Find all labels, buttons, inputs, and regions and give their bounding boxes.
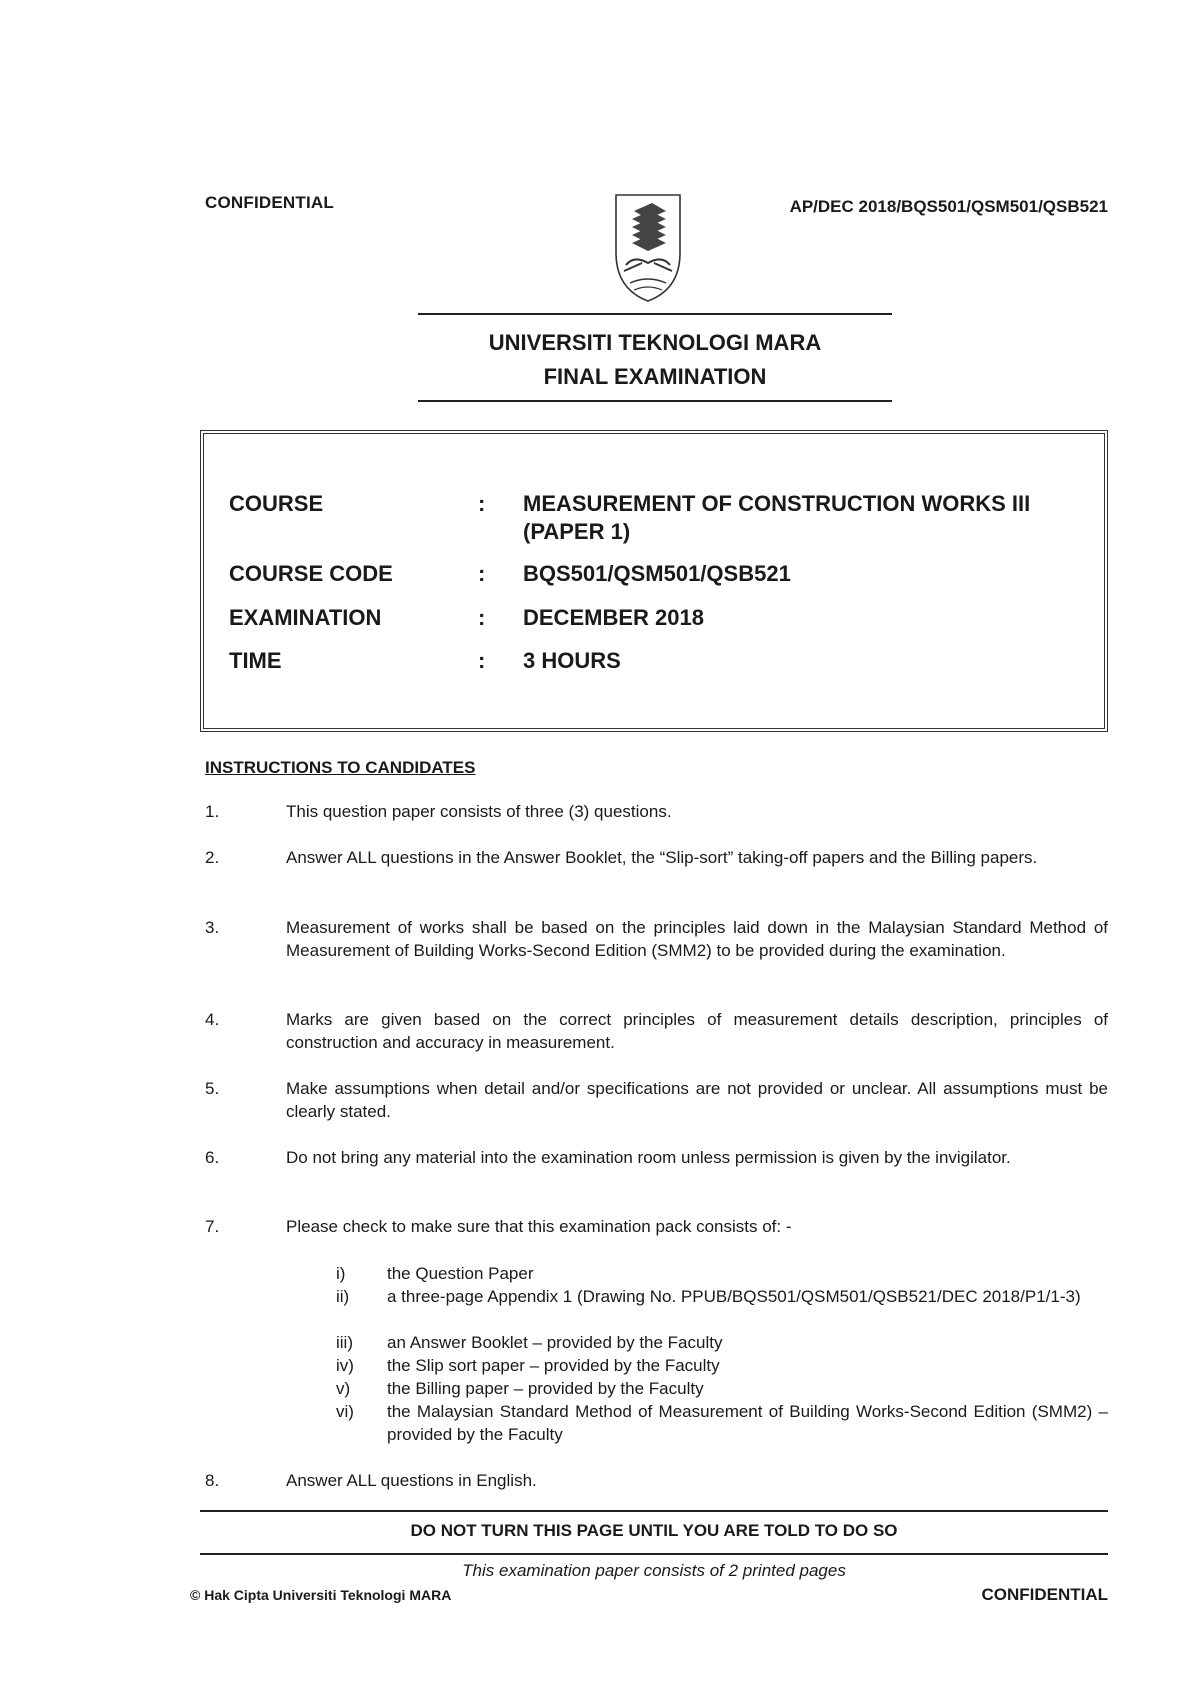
examination-colon: : <box>478 605 486 630</box>
pack-item-number: vi) <box>336 1402 354 1421</box>
instruction-text: Answer ALL questions in English. <box>286 1471 537 1490</box>
pack-item-number: v) <box>336 1379 351 1398</box>
do-not-turn-warning: DO NOT TURN THIS PAGE UNTIL YOU ARE TOLD TO DO SO <box>410 1521 898 1540</box>
pack-item-text: the Slip sort paper – provided by the Faculty <box>387 1356 720 1375</box>
instruction-number: 1. <box>205 802 220 821</box>
examination-label: EXAMINATION <box>229 605 382 630</box>
footer-confidential-label: CONFIDENTIAL <box>981 1585 1108 1604</box>
course-code-label: COURSE CODE <box>229 561 393 586</box>
instruction-text: Make assumptions when detail and/or specifications are not provided or unclear. All assumptions must be clearly stated. <box>286 1079 1108 1121</box>
course-code-colon: : <box>478 561 486 586</box>
time-colon: : <box>478 648 486 673</box>
instruction-text: Answer ALL questions in the Answer Booklet, the “Slip-sort” taking-off papers and the Billing papers. <box>286 848 1038 867</box>
footer-bottom-rule <box>200 1553 1108 1555</box>
copyright-notice: © Hak Cipta Universiti Teknologi MARA <box>190 1587 452 1603</box>
time-label: TIME <box>229 648 282 673</box>
course-colon: : <box>478 491 486 516</box>
instruction-number: 7. <box>205 1217 220 1236</box>
instruction-number: 6. <box>205 1148 220 1167</box>
course-value: MEASUREMENT OF CONSTRUCTION WORKS III (PAPER 1) <box>523 491 1031 544</box>
instruction-number: 2. <box>205 848 220 867</box>
instruction-text: Measurement of works shall be based on the principles laid down in the Malaysian Standard Method of Measurement of Building Works-Second Edition (SMM2) to be provided during the examination. <box>286 918 1108 960</box>
university-crest-icon <box>612 193 684 303</box>
instruction-text: Do not bring any material into the examination room unless permission is given by the invigilator. <box>286 1148 1011 1167</box>
instruction-number: 4. <box>205 1010 220 1029</box>
course-code-value: BQS501/QSM501/QSB521 <box>523 561 791 586</box>
instruction-text: Marks are given based on the correct principles of measurement details description, principles of construction and accuracy in measurement. <box>286 1010 1108 1052</box>
instruction-number: 8. <box>205 1471 220 1490</box>
examination-type: FINAL EXAMINATION <box>543 364 767 389</box>
instruction-number: 5. <box>205 1079 220 1098</box>
header-confidential-label: CONFIDENTIAL <box>205 193 334 212</box>
instruction-text: This question paper consists of three (3) questions. <box>286 802 672 821</box>
pack-item-text: an Answer Booklet – provided by the Faculty <box>387 1333 723 1352</box>
exam-title <box>418 326 892 394</box>
header-paper-code: AP/DEC 2018/BQS501/QSM501/QSB521 <box>789 197 1108 216</box>
course-label: COURSE <box>229 491 324 516</box>
time-value: 3 HOURS <box>523 648 621 673</box>
pack-item-text: a three-page Appendix 1 (Drawing No. PPUB/BQS501/QSM501/QSB521/DEC 2018/P1/1-3) <box>387 1287 1081 1306</box>
pack-item-text: the Billing paper – provided by the Faculty <box>387 1379 704 1398</box>
examination-value: DECEMBER 2018 <box>523 605 704 630</box>
pack-item-text: the Question Paper <box>387 1264 534 1283</box>
title-bottom-rule <box>418 400 892 402</box>
course-info-box <box>200 430 1108 732</box>
instruction-number: 3. <box>205 918 220 937</box>
pack-item-number: iv) <box>336 1356 354 1375</box>
pack-item-number: iii) <box>336 1333 353 1352</box>
title-top-rule <box>418 313 892 315</box>
pack-item-text: the Malaysian Standard Method of Measurement of Building Works-Second Edition (SMM2) – provided by the Faculty <box>387 1402 1108 1444</box>
footer-top-rule <box>200 1510 1108 1512</box>
page-count-note: This examination paper consists of 2 printed pages <box>462 1561 846 1580</box>
pack-item-number: i) <box>336 1264 346 1283</box>
university-name: UNIVERSITI TEKNOLOGI MARA <box>488 330 822 355</box>
pack-item-number: ii) <box>336 1287 350 1306</box>
instructions-heading: INSTRUCTIONS TO CANDIDATES <box>205 758 476 777</box>
instruction-text: Please check to make sure that this examination pack consists of: - <box>286 1217 792 1236</box>
